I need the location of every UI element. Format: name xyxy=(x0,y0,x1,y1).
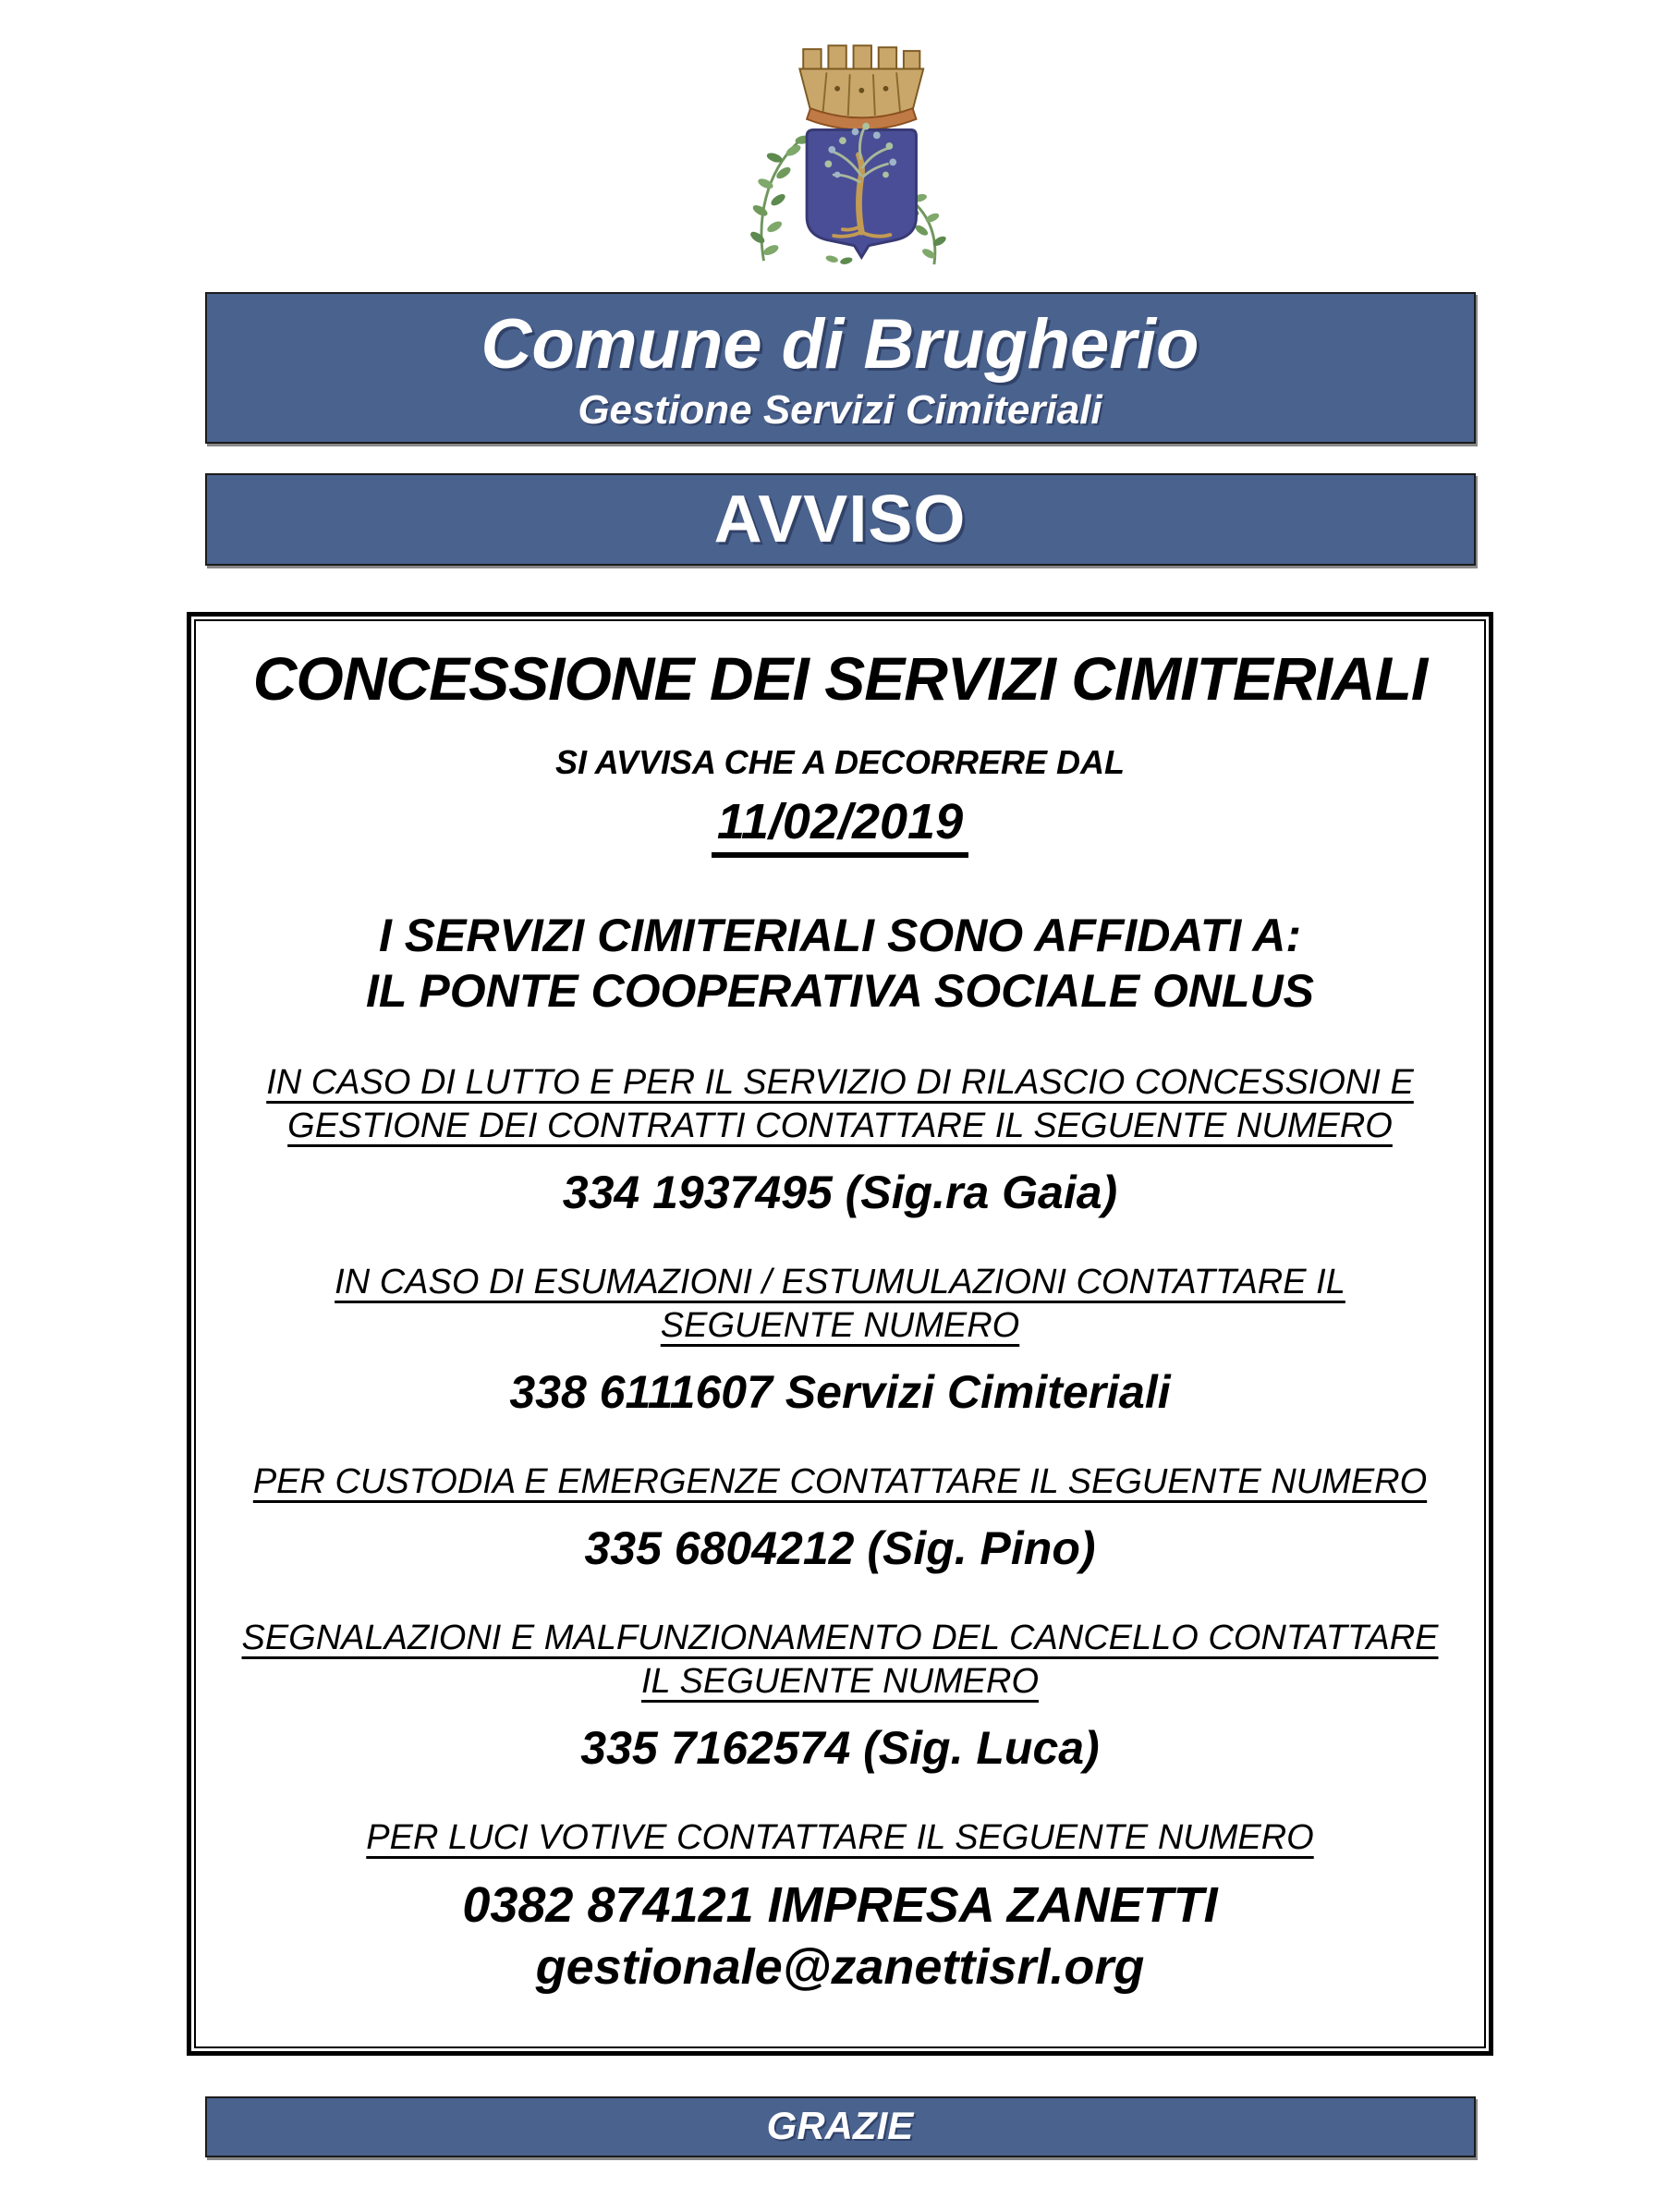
section-label xyxy=(205,1816,1475,1860)
assignment-line: IL PONTE COOPERATIVA SOCIALE ONLUS xyxy=(365,965,1314,1017)
avviso-banner xyxy=(205,473,1476,566)
contact-section-custodia xyxy=(205,1460,1475,1574)
notice-page xyxy=(0,24,1680,2199)
avviso-label: AVVISO xyxy=(713,483,967,556)
header-subtitle: Gestione Servizi Cimiteriali xyxy=(578,387,1102,433)
contact-section-esumazioni xyxy=(205,1261,1475,1418)
label-line: IL SEGUENTE NUMERO xyxy=(640,1662,1040,1701)
label-line: PER CUSTODIA E EMERGENZE CONTATTARE IL SEGUENTE NUMERO xyxy=(252,1462,1428,1501)
contact-number: 335 7162574 (Sig. Luca) xyxy=(580,1722,1100,1774)
contact-number: 0382 874121 IMPRESA ZANETTI xyxy=(462,1877,1218,1933)
contact-section-luci-votive xyxy=(205,1816,1475,1995)
notice-intro: SI AVVISA CHE A DECORRERE DAL xyxy=(554,743,1126,781)
label-line: SEGNALAZIONI E MALFUNZIONAMENTO DEL CANCELLO CONTATTARE xyxy=(241,1619,1439,1657)
section-label xyxy=(205,1261,1475,1348)
municipality-title: Comune di Brugherio xyxy=(481,305,1199,384)
notice-box xyxy=(187,612,1493,2056)
mural-crown-icon xyxy=(799,45,923,129)
contact-number: 335 6804212 (Sig. Pino) xyxy=(584,1522,1096,1574)
contact-section-lutto xyxy=(205,1061,1475,1218)
label-line: SEGUENTE NUMERO xyxy=(660,1306,1020,1345)
label-line: IN CASO DI ESUMAZIONI / ESTUMULAZIONI CONTATTARE IL xyxy=(335,1263,1345,1301)
label-line: IN CASO DI LUTTO E PER IL SERVIZIO DI RILASCIO CONCESSIONI E xyxy=(266,1063,1414,1102)
grazie-label: GRAZIE xyxy=(766,2104,914,2147)
grazie-banner xyxy=(205,2096,1476,2157)
assignment-statement xyxy=(205,908,1475,1019)
coat-of-arms xyxy=(724,24,956,266)
effective-date-wrap xyxy=(205,795,1475,858)
section-label xyxy=(205,1460,1475,1504)
section-label xyxy=(205,1061,1475,1148)
label-line: GESTIONE DEI CONTRATTI CONTATTARE IL SEGUENTE NUMERO xyxy=(287,1106,1393,1145)
contact-number: 338 6111607 Servizi Cimiteriali xyxy=(509,1366,1171,1418)
effective-date: 11/02/2019 xyxy=(712,795,968,858)
laurel-branch-left-icon xyxy=(749,134,812,261)
notice-title: CONCESSIONE DEI SERVIZI CIMITERIALI xyxy=(252,644,1428,713)
contact-number: 334 1937495 (Sig.ra Gaia) xyxy=(562,1167,1118,1218)
notice-box-inner xyxy=(194,619,1486,2048)
label-line: PER LUCI VOTIVE CONTATTARE IL SEGUENTE NUMERO xyxy=(366,1818,1314,1857)
section-label xyxy=(205,1617,1475,1704)
contact-email: gestionale@zanettisrl.org xyxy=(535,1939,1145,1995)
header-banner xyxy=(205,292,1476,444)
laurel-sprig-bottom-icon xyxy=(825,254,853,265)
contact-section-cancello xyxy=(205,1617,1475,1774)
assignment-line: I SERVIZI CIMITERIALI SONO AFFIDATI A: xyxy=(378,910,1302,961)
